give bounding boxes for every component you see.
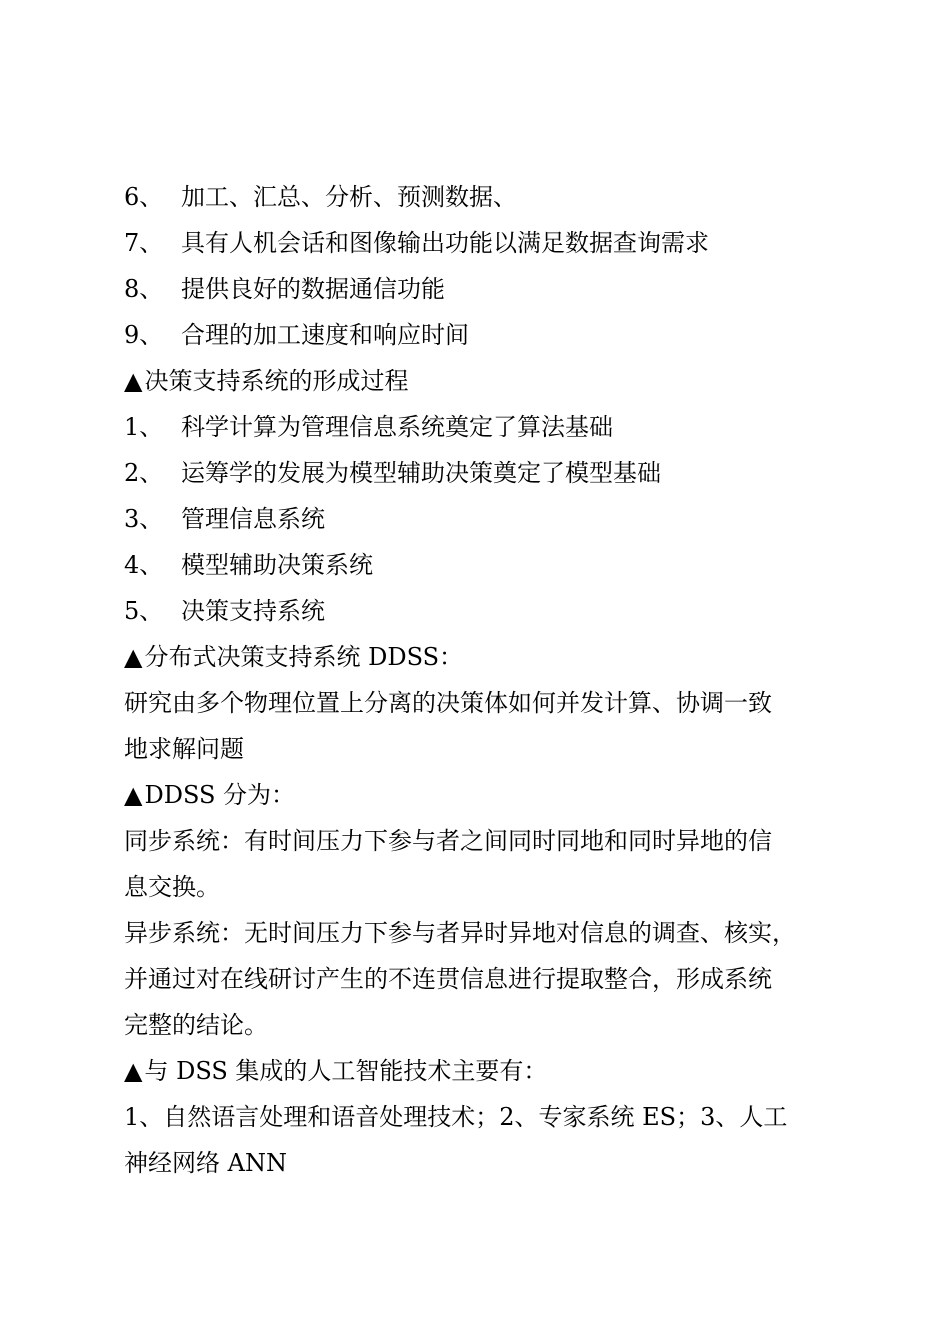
list-item (124, 496, 836, 542)
item-text: 决策支持系统 (181, 597, 325, 625)
list-item (124, 312, 836, 358)
triangle-marker-icon: ▲ (124, 781, 143, 809)
list-item (124, 266, 836, 312)
item-number: 6、 (124, 183, 164, 211)
item-text: 具有人机会话和图像输出功能以满足数据查询需求 (181, 229, 709, 257)
paragraph-line: 息交换。 (124, 873, 220, 901)
heading-text: 决策支持系统的形成过程 (144, 367, 409, 395)
paragraph-line: 异步系统：无时间压力下参与者异时异地对信息的调查、核实， (124, 919, 796, 947)
paragraph-line: 同步系统：有时间压力下参与者之间同时同地和同时异地的信 (124, 827, 772, 855)
paragraph-line: 研究由多个物理位置上分离的决策体如何并发计算、协调一致 (124, 689, 772, 717)
document-body (124, 174, 836, 1186)
triangle-marker-icon: ▲ (124, 367, 143, 395)
item-number: 1、 (124, 413, 164, 441)
section-heading-ai (124, 1048, 836, 1094)
list-item (124, 450, 836, 496)
list-item (124, 174, 836, 220)
paragraph-line: 地求解问题 (124, 735, 244, 763)
paragraph-line: 神经网络 ANN (124, 1149, 287, 1177)
list-item (124, 404, 836, 450)
heading-text: 与 DSS 集成的人工智能技术主要有： (144, 1057, 548, 1085)
item-number: 4、 (124, 551, 164, 579)
section-heading-ddss (124, 634, 836, 680)
section-heading-formation (124, 358, 836, 404)
list-item (124, 220, 836, 266)
list-item (124, 588, 836, 634)
item-number: 2、 (124, 459, 164, 487)
section-heading-ddss-types (124, 772, 836, 818)
item-number: 7、 (124, 229, 164, 257)
triangle-marker-icon: ▲ (124, 1057, 143, 1085)
item-text: 科学计算为管理信息系统奠定了算法基础 (181, 413, 613, 441)
item-text: 运筹学的发展为模型辅助决策奠定了模型基础 (181, 459, 661, 487)
item-number: 8、 (124, 275, 164, 303)
item-number: 5、 (124, 597, 164, 625)
heading-text: 分布式决策支持系统 DDSS： (144, 643, 464, 671)
item-text: 模型辅助决策系统 (181, 551, 373, 579)
item-text: 管理信息系统 (181, 505, 325, 533)
list-item (124, 542, 836, 588)
item-text: 提供良好的数据通信功能 (181, 275, 445, 303)
item-number: 3、 (124, 505, 164, 533)
triangle-marker-icon: ▲ (124, 643, 143, 671)
paragraph-line: 并通过对在线研讨产生的不连贯信息进行提取整合，形成系统 (124, 965, 772, 993)
paragraph-line: 完整的结论。 (124, 1011, 268, 1039)
heading-text: DDSS 分为： (144, 781, 296, 809)
paragraph-line: 1、自然语言处理和语音处理技术；2、专家系统 ES；3、人工 (124, 1103, 788, 1131)
item-text: 加工、汇总、分析、预测数据、 (181, 183, 517, 211)
item-text: 合理的加工速度和响应时间 (181, 321, 469, 349)
item-number: 9、 (124, 321, 164, 349)
